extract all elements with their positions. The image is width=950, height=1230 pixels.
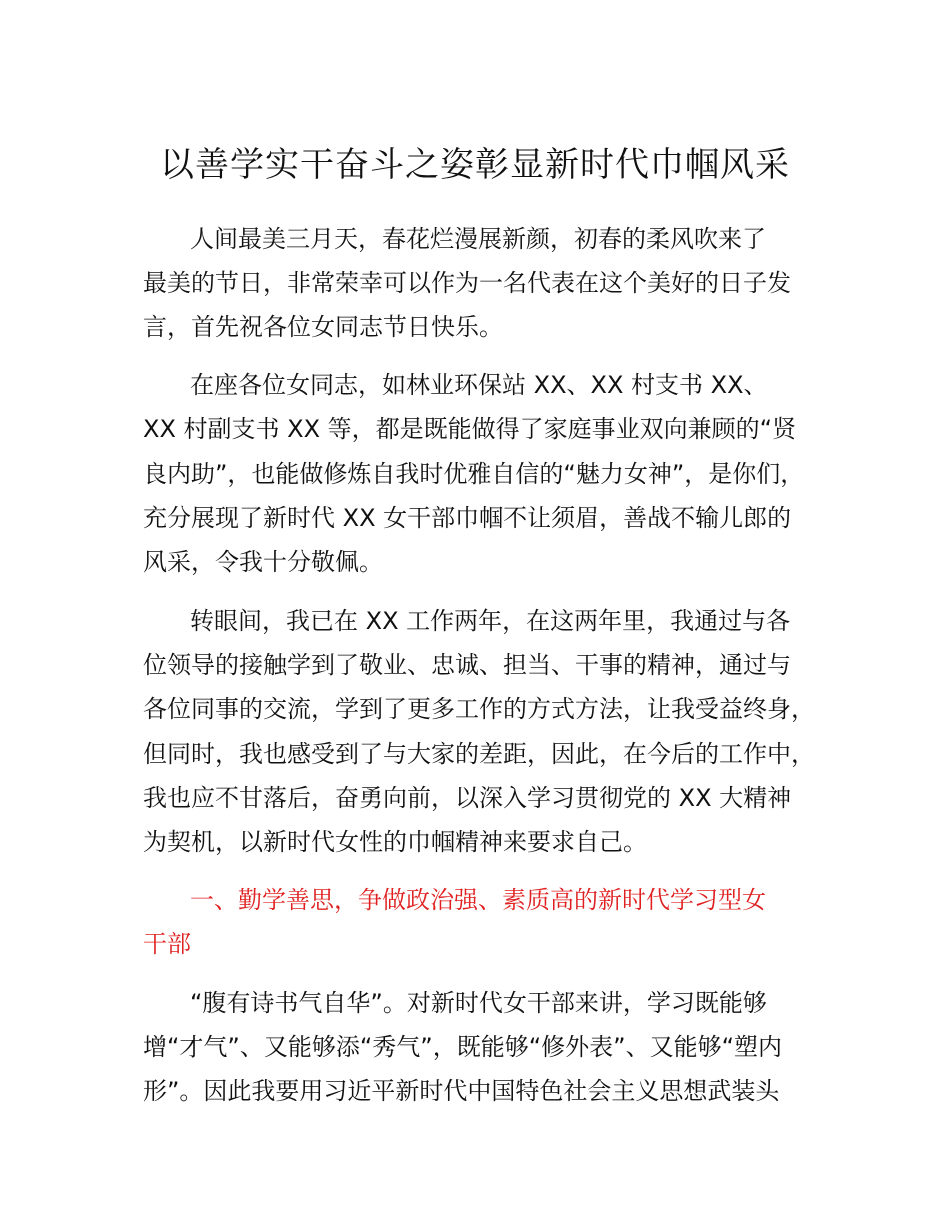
paragraph-1-line-3: 言，首先祝各位女同志节日快乐。 bbox=[143, 313, 503, 341]
paragraph-3-line-1: 转眼间，我已在 XX 工作两年，在这两年里，我通过与各 bbox=[190, 607, 791, 635]
paragraph-3-line-5: 我也应不甘落后，奋勇向前，以深入学习贯彻党的 XX 大精神 bbox=[143, 784, 792, 812]
paragraph-3-line-2: 位领导的接触学到了敬业、忠诚、担当、干事的精神，通过与 bbox=[143, 651, 791, 679]
paragraph-2-line-5: 风采，令我十分敬佩。 bbox=[143, 548, 383, 576]
paragraph-4-line-3: 形”。因此我要用习近平新时代中国特色社会主义思想武装头 bbox=[143, 1077, 780, 1105]
paragraph-1-line-1: 人间最美三月天，春花烂漫展新颜，初春的柔风吹来了 bbox=[190, 225, 766, 253]
paragraph-3-line-4: 但同时，我也感受到了与大家的差距，因此，在今后的工作中， bbox=[143, 740, 815, 768]
paragraph-3-line-3: 各位同事的交流，学到了更多工作的方式方法，让我受益终身， bbox=[143, 695, 815, 723]
paragraph-1-line-2: 最美的节日，非常荣幸可以作为一名代表在这个美好的日子发 bbox=[143, 269, 791, 297]
paragraph-2-line-2: XX 村副支书 XX 等，都是既能做得了家庭事业双向兼顾的“贤 bbox=[143, 415, 797, 443]
section-heading-line-2: 干部 bbox=[143, 930, 191, 958]
paragraph-2-line-3: 良内助”，也能做修炼自我时优雅自信的“魅力女神”，是你们， bbox=[143, 460, 805, 488]
paragraph-4-line-1: “腹有诗书气自华”。对新时代女干部来讲，学习既能够 bbox=[190, 989, 767, 1017]
paragraph-2-line-4: 充分展现了新时代 XX 女干部巾帼不让须眉，善战不输儿郎的 bbox=[143, 504, 792, 532]
section-heading-line-1: 一、勤学善思，争做政治强、素质高的新时代学习型女 bbox=[190, 886, 766, 914]
paragraph-3-line-6: 为契机，以新时代女性的巾帼精神来要求自己。 bbox=[143, 828, 647, 856]
document-title: 以善学实干奋斗之姿彰显新时代巾帼风采 bbox=[160, 145, 790, 185]
paragraph-4-line-2: 增“才气”、又能够添“秀气”，既能够“修外表”、又能够“塑内 bbox=[143, 1033, 783, 1061]
paragraph-2-line-1: 在座各位女同志，如林业环保站 XX、XX 村支书 XX、 bbox=[190, 371, 768, 399]
